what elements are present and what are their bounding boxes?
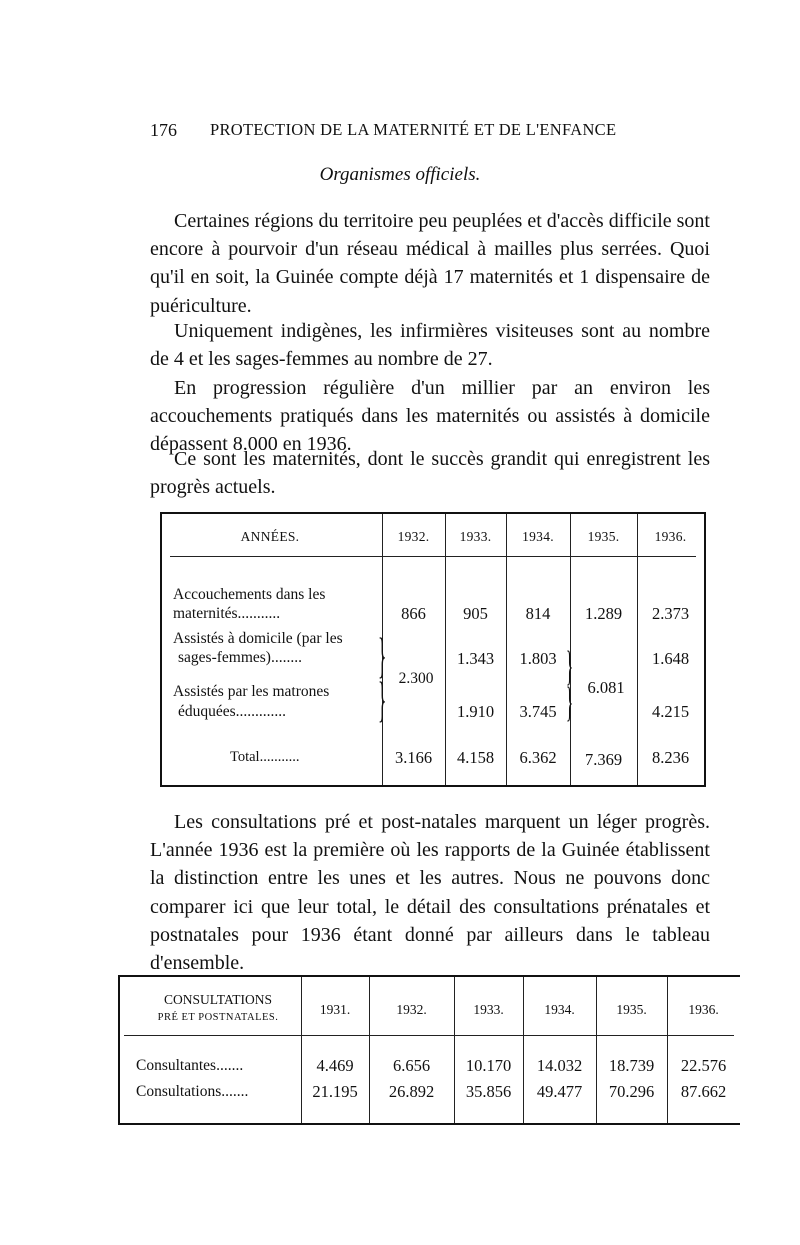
column-header-year: 1934. — [544, 1002, 575, 1017]
table-cell: 4.469 — [316, 1056, 354, 1075]
column-header-year: 1933. — [473, 1002, 504, 1017]
table-cell: 2.373 — [651, 604, 690, 623]
table-cell: 18.739 — [608, 1056, 655, 1075]
paragraph-infirmieres: Uniquement indigènes, les infirmières visiteuses sont au nombre de 4 et les sages-femmes au nombre de 27. — [150, 320, 710, 371]
page-number: 176 — [150, 120, 177, 140]
table-cell: 3.166 — [394, 748, 433, 767]
header-rule — [124, 1035, 734, 1036]
table-cell: 22.576 — [680, 1056, 727, 1075]
table-cell: 7.369 — [584, 750, 623, 769]
paragraph-regions: Certaines régions du territoire peu peuplées et d'accès difficile sont encore à pourvoir d'un réseau médical à mailles plus serrées. Quoi qu'il en soit, la Guinée compte déjà 17 maternités et 1 dispensaire de puériculture. — [150, 210, 710, 317]
column-header-year: 1932. — [396, 1002, 427, 1017]
table-cell: 3.745 — [519, 702, 557, 721]
paragraph-consultations: Les consultations pré et post-natales marquent un léger progrès. L'année 1936 est la première où les rapports de la Guinée établissent la distinction entre les unes et les autres. Nous ne pouvons donc comparer ici que leur total, le détail des consultations prénatales et postnatales pour 1936 étant donné par ailleurs dans le tableau d'ensemble. — [150, 811, 710, 975]
table-cell: 49.477 — [536, 1082, 583, 1101]
table-cell: 6.362 — [519, 748, 557, 767]
table-left-rule — [118, 975, 120, 1125]
table-cell: 10.170 — [465, 1056, 512, 1075]
table-cell: 814 — [525, 604, 551, 623]
row-label: Consultantes....... — [136, 1057, 244, 1074]
table-cell: 21.195 — [312, 1082, 358, 1101]
row-label: Assistés à domicile (par les — [173, 630, 343, 647]
paragraph-maternites: Ce sont les maternités, dont le succès grandit qui enregistrent les progrès actuels. — [150, 448, 710, 499]
row-label-total: Total........... — [230, 749, 300, 765]
column-header-year: 1936. — [654, 529, 687, 544]
table-cell-combined: 2.300 — [398, 670, 434, 687]
row-label: sages-femmes)........ — [178, 649, 302, 666]
running-title: PROTECTION DE LA MATERNITÉ ET DE L'ENFANCE — [210, 120, 617, 139]
corner-line: PRÉ ET POSTNATALES. — [157, 1012, 279, 1023]
section-title: Organismes officiels. — [319, 164, 481, 185]
column-header-year: 1933. — [459, 529, 492, 544]
column-header-consultations — [138, 991, 298, 1027]
table-cell: 1.343 — [456, 649, 495, 668]
corner-line: CONSULTATIONS — [164, 992, 272, 1007]
table-cell: 87.662 — [680, 1082, 727, 1101]
table-cell: 1.648 — [651, 649, 690, 668]
running-header — [150, 120, 710, 144]
row-label: Accouchements dans les — [173, 586, 326, 603]
table-cell: 866 — [401, 604, 426, 623]
table-cell: 4.158 — [456, 748, 495, 767]
table-cell: 1.289 — [584, 604, 623, 623]
table-top-rule — [118, 975, 740, 977]
table-cell-combined: 6.081 — [587, 678, 625, 697]
table-cell: 35.856 — [465, 1082, 512, 1101]
table-cell: 6.656 — [392, 1056, 431, 1075]
table-cell: 905 — [463, 604, 488, 623]
row-label: Consultations....... — [136, 1083, 249, 1100]
brace: } — [566, 644, 574, 690]
table-cell: 26.892 — [388, 1082, 435, 1101]
table-cell: 8.236 — [651, 748, 690, 767]
table-cell: 70.296 — [608, 1082, 655, 1101]
paragraph-progression: En progression régulière d'un millier par an environ les accouchements pratiqués dans les maternités ou assistés à domicile dépassent 8.000 en 1936. — [150, 377, 710, 456]
column-header-year: 1935. — [616, 1002, 647, 1017]
column-header-year: 1935. — [587, 529, 620, 544]
header-rule — [170, 556, 696, 557]
table-cell: 4.215 — [651, 702, 690, 721]
column-header-year: 1932. — [397, 529, 430, 544]
table-cell: 1.803 — [519, 649, 557, 668]
table-bottom-rule — [118, 1123, 740, 1125]
brace: } — [378, 671, 387, 727]
column-header-year: 1936. — [688, 1002, 719, 1017]
row-label: Assistés par les matrones — [173, 683, 330, 700]
column-header-year: 1931. — [319, 1002, 351, 1017]
births-table — [160, 512, 707, 790]
column-header-annees: ANNÉES. — [240, 529, 300, 544]
brace: } — [378, 627, 387, 683]
table-cell: 14.032 — [536, 1056, 583, 1075]
column-header-year: 1934. — [522, 529, 554, 544]
row-label: éduquées............. — [178, 703, 287, 720]
table-cell: 1.910 — [456, 702, 495, 721]
consultations-table — [118, 975, 740, 1127]
brace: } — [566, 680, 574, 726]
row-label: maternités........... — [173, 605, 281, 622]
